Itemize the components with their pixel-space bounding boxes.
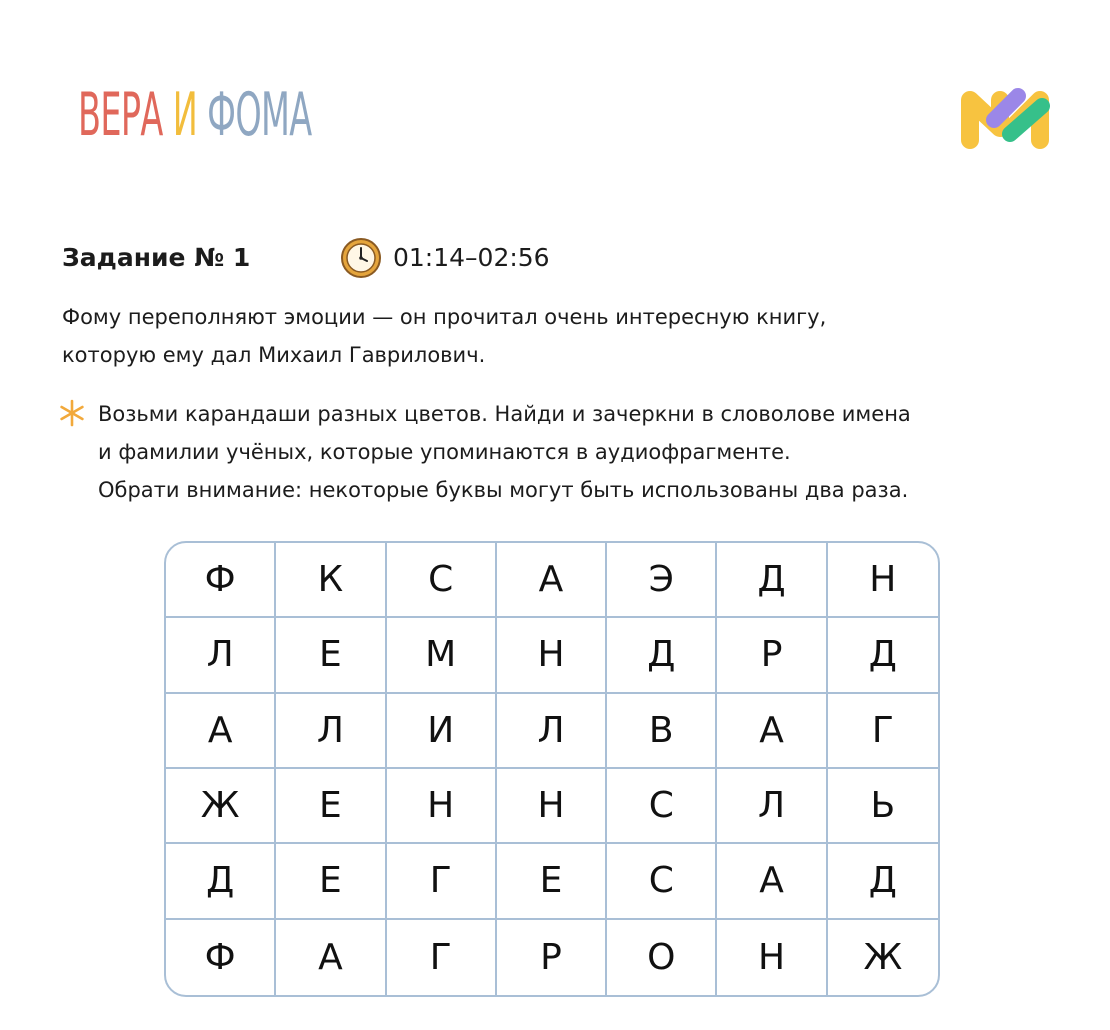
vera-i-foma-logo	[78, 80, 312, 150]
intro-line: Фому переполняют эмоции — он прочитал очень интересную книгу,	[62, 305, 827, 329]
task-instruction	[98, 395, 1088, 509]
grid-cell[interactable]: Н	[497, 618, 607, 693]
grid-cell[interactable]: Л	[276, 694, 386, 769]
grid-cell[interactable]: Н	[828, 543, 938, 618]
grid-cell[interactable]: А	[166, 694, 276, 769]
grid-cell[interactable]: А	[717, 844, 827, 919]
task-intro	[62, 298, 1062, 374]
grid-cell[interactable]: Д	[828, 844, 938, 919]
grid-cell[interactable]: О	[607, 920, 717, 995]
grid-cell[interactable]: Д	[166, 844, 276, 919]
grid-cell[interactable]: Э	[607, 543, 717, 618]
time-range: 01:14–02:56	[393, 243, 550, 272]
logo-word-i: И	[172, 80, 198, 150]
grid-cell[interactable]: Л	[166, 618, 276, 693]
clock-icon	[340, 237, 382, 279]
grid-cell[interactable]: Д	[607, 618, 717, 693]
brand-logo-icon	[960, 80, 1064, 150]
grid-cell[interactable]: Г	[828, 694, 938, 769]
grid-cell[interactable]: Д	[828, 618, 938, 693]
grid-cell[interactable]: К	[276, 543, 386, 618]
grid-cell[interactable]: Г	[387, 844, 497, 919]
grid-cell[interactable]: Д	[717, 543, 827, 618]
grid-cell[interactable]: Р	[497, 920, 607, 995]
grid-cell[interactable]: М	[387, 618, 497, 693]
intro-line: которую ему дал Михаил Гаврилович.	[62, 343, 486, 367]
grid-cell[interactable]: В	[607, 694, 717, 769]
grid-cell[interactable]: Ь	[828, 769, 938, 844]
grid-cell[interactable]: Е	[276, 769, 386, 844]
grid-cell[interactable]: А	[717, 694, 827, 769]
grid-cell[interactable]: Л	[497, 694, 607, 769]
grid-cell[interactable]: А	[276, 920, 386, 995]
grid-cell[interactable]: С	[607, 844, 717, 919]
grid-cell[interactable]: Р	[717, 618, 827, 693]
grid-cell[interactable]: С	[387, 543, 497, 618]
grid-cell[interactable]: А	[497, 543, 607, 618]
task-title: Задание № 1	[62, 243, 251, 272]
grid-cell[interactable]: С	[607, 769, 717, 844]
logo-word-vera: ВЕРА	[78, 80, 163, 150]
instruction-line: Обрати внимание: некоторые буквы могут быть использованы два раза.	[98, 478, 909, 502]
logo-word-foma: ФОМА	[207, 80, 312, 150]
grid-cell[interactable]: Н	[387, 769, 497, 844]
grid-cell[interactable]: Н	[717, 920, 827, 995]
grid-cell[interactable]: И	[387, 694, 497, 769]
grid-cell[interactable]: Ф	[166, 543, 276, 618]
grid-cell[interactable]: Н	[497, 769, 607, 844]
instruction-line: Возьми карандаши разных цветов. Найди и зачеркни в словолове имена	[98, 402, 911, 426]
grid-cell[interactable]: Ж	[863, 936, 903, 978]
grid-cell[interactable]: Е	[276, 618, 386, 693]
grid-cell[interactable]: Е	[497, 844, 607, 919]
asterisk-icon	[57, 398, 87, 428]
word-search-grid	[164, 541, 940, 997]
instruction-line: и фамилии учёных, которые упоминаются в аудиофрагменте.	[98, 440, 791, 464]
grid-cell[interactable]: Ф	[166, 920, 276, 995]
grid-cell[interactable]: Л	[717, 769, 827, 844]
grid-cell[interactable]: Ж	[166, 769, 276, 844]
grid-cell[interactable]: Г	[387, 920, 497, 995]
grid-cell[interactable]: Е	[276, 844, 386, 919]
